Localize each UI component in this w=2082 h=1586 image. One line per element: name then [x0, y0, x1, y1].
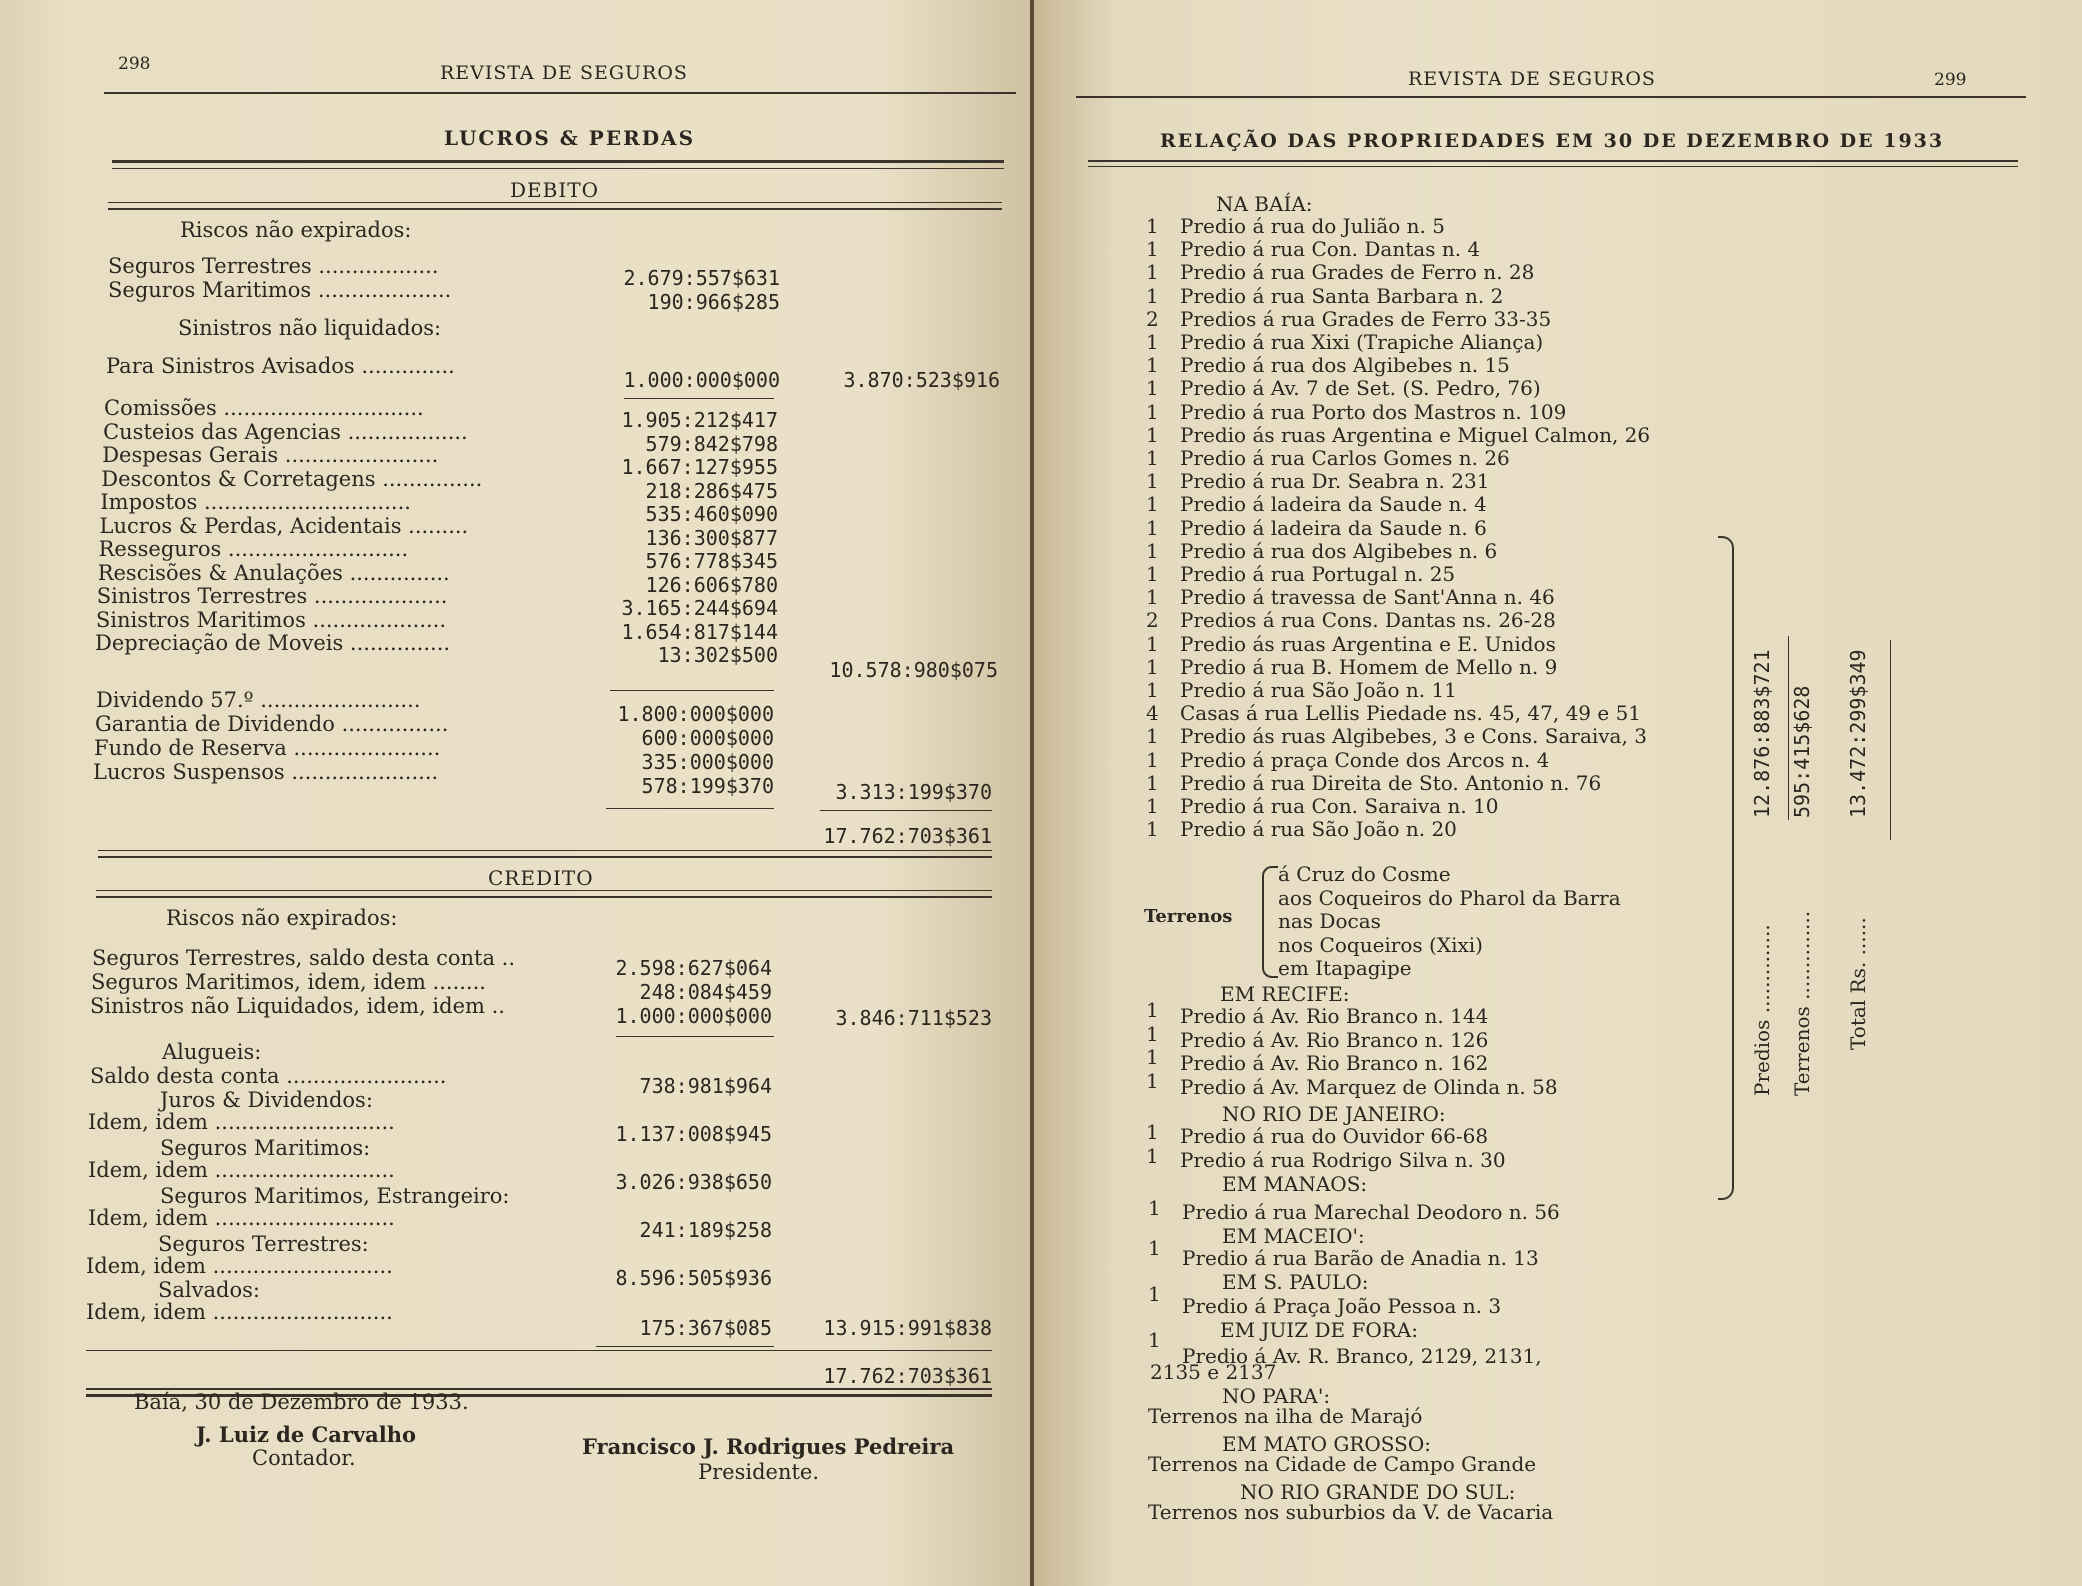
credito-row-label: Sinistros não Liquidados, idem, idem ..	[90, 994, 505, 1018]
baia-item: Predio á rua Con. Dantas n. 4	[1180, 237, 1481, 262]
saldo-value: 738:981$964	[639, 1074, 772, 1098]
side-label-terrenos: Terrenos ..............	[1790, 910, 1814, 1096]
side-value-predios: 12.876:883$721	[1750, 649, 1774, 818]
maceio-heading: EM MACEIO':	[1222, 1224, 1365, 1248]
baia-item: Predio á rua dos Algibebes n. 15	[1180, 353, 1510, 378]
juiz-item-cont: 2135 e 2137	[1150, 1360, 1277, 1384]
header-rule	[104, 92, 1016, 94]
seg-mar-label: Seguros Maritimos ....................	[108, 278, 452, 302]
baia-item: Casas á rua Lellis Piedade ns. 45, 47, 49 e 51	[1180, 701, 1642, 726]
seg-terr-label: Seguros Terrestres ..................	[108, 254, 439, 278]
credito-grand-total: 17.762:703$361	[823, 1364, 992, 1388]
baia-item: Predio á ladeira da Saude n. 6	[1180, 515, 1487, 540]
debito-row-label: Descontos & Corretagens ...............	[101, 466, 483, 491]
credito-heading: CREDITO	[488, 866, 594, 890]
debito-row-label: Despesas Gerais .......................	[102, 443, 439, 467]
baia-item: Predio á rua Con. Saraiva n. 10	[1180, 794, 1499, 818]
debito-rule-2	[108, 208, 1002, 210]
segest-idem: Idem, idem ...........................	[88, 1206, 395, 1230]
spaulo-count: 1	[1148, 1282, 1161, 1306]
baia-item-count: 1	[1146, 353, 1159, 378]
rio-heading: NO RIO DE JANEIRO:	[1222, 1102, 1446, 1126]
mt-item: Terrenos na Cidade de Campo Grande	[1148, 1452, 1537, 1476]
debito-row-value: 218:286$475	[645, 478, 778, 503]
debito-row2-label: Dividendo 57.º ........................	[96, 688, 421, 712]
recife-item: Predio á Av. Rio Branco n. 144	[1180, 1004, 1489, 1028]
debito-row2-label: Lucros Suspensos ......................	[93, 760, 439, 784]
baia-item-count: 1	[1146, 724, 1159, 749]
seg-mar-value: 190:966$285	[647, 290, 780, 314]
side-value-total: 13.472:299$349	[1846, 649, 1870, 818]
rgs-heading: NO RIO GRANDE DO SUL:	[1240, 1480, 1516, 1504]
section-title: LUCROS & PERDAS	[444, 126, 696, 150]
mt-heading: EM MATO GROSSO:	[1222, 1432, 1431, 1456]
baia-item-count: 1	[1146, 515, 1159, 540]
juiz-heading: EM JUIZ DE FORA:	[1220, 1318, 1418, 1342]
para-heading: NO PARA':	[1222, 1384, 1331, 1408]
terrenos-item: em Itapagipe	[1278, 956, 1412, 980]
sum-rule	[616, 1036, 774, 1037]
segmar-value: 3.026:938$650	[615, 1170, 772, 1194]
alugueis-label: Alugueis:	[162, 1040, 262, 1064]
side-label-predios: Predios ..............	[1750, 924, 1774, 1096]
segmar-idem: Idem, idem ...........................	[88, 1158, 395, 1182]
debito-rule	[108, 202, 1002, 203]
title-rule-thin	[112, 168, 1004, 169]
baia-item: Predio á Av. 7 de Set. (S. Pedro, 76)	[1180, 376, 1541, 401]
rio-item-count: 1	[1146, 1144, 1159, 1168]
debito-row2-label: Garantia de Dividendo ................	[95, 712, 449, 736]
baia-item: Predio ás ruas Argentina e E. Unidos	[1180, 631, 1556, 656]
recife-item-count: 1	[1146, 1068, 1159, 1093]
juros-value: 1.137:008$945	[615, 1122, 772, 1146]
debito-row2-label: Fundo de Reserva ......................	[94, 736, 441, 760]
terrenos-label: Terrenos	[1144, 906, 1233, 927]
recife-item: Predio á Av. Rio Branco n. 162	[1180, 1051, 1489, 1075]
recife-item-count: 1	[1146, 1021, 1159, 1046]
baia-heading: NA BAÍA:	[1216, 192, 1313, 216]
credito-rule-3	[96, 890, 992, 891]
avisados-value: 1.000:000$000	[623, 368, 780, 392]
debito-row-value: 579:842$798	[645, 431, 778, 456]
baia-item-count: 1	[1146, 469, 1159, 494]
baia-item-count: 1	[1146, 422, 1159, 447]
juros-idem: Idem, idem ...........................	[88, 1110, 395, 1134]
baia-item: Predio á rua Santa Barbara n. 2	[1180, 283, 1504, 308]
terrenos-item: nas Docas	[1278, 909, 1381, 933]
spaulo-item: Predio á Praça João Pessoa n. 3	[1182, 1294, 1502, 1318]
rio-item-count: 1	[1146, 1120, 1159, 1144]
page-number: 298	[118, 54, 151, 74]
title-rule	[112, 160, 1004, 163]
terrenos-brace	[1262, 866, 1278, 978]
baia-item-count: 1	[1146, 399, 1159, 424]
debito-row-value: 126:606$780	[645, 572, 778, 597]
credito-subtotal-2: 13.915:991$838	[823, 1316, 992, 1340]
recife-item: Predio á Av. Rio Branco n. 126	[1180, 1027, 1489, 1052]
maceio-count: 1	[1148, 1236, 1161, 1260]
baia-item: Predio á rua Dr. Seabra n. 231	[1180, 469, 1490, 494]
segterr-label: Seguros Terrestres:	[158, 1232, 369, 1256]
debito-row-value: 1.667:127$955	[621, 455, 778, 479]
side-rule	[1890, 640, 1891, 840]
debito-row-value: 3.165:244$694	[621, 596, 778, 620]
signature-1-role: Contador.	[252, 1446, 356, 1470]
segest-value: 241:189$258	[639, 1218, 772, 1242]
avisados-label: Para Sinistros Avisados ..............	[106, 354, 455, 378]
segmar-label: Seguros Maritimos:	[160, 1136, 371, 1160]
debito-row-label: Rescisões & Anulações ...............	[97, 560, 450, 585]
credito-row-value: 248:084$459	[639, 980, 772, 1004]
debito-row-value: 1.654:817$144	[621, 619, 778, 644]
terrenos-item: aos Coqueiros do Pharol da Barra	[1278, 885, 1621, 910]
saldo-label: Saldo desta conta ........................	[90, 1064, 447, 1088]
baia-item: Predio á praça Conde dos Arcos n. 4	[1180, 747, 1550, 772]
credito-subtotal-1: 3.846:711$523	[835, 1006, 992, 1030]
baia-item: Predio á rua B. Homem de Mello n. 9	[1180, 654, 1558, 679]
segterr-value: 8.596:505$936	[615, 1266, 772, 1290]
baia-item-count: 1	[1146, 562, 1159, 586]
baia-item: Predio ás ruas Algibebes, 3 e Cons. Saraiva, 3	[1180, 724, 1647, 749]
debito-row2-value: 578:199$370	[641, 774, 774, 798]
baia-item-count: 1	[1146, 376, 1159, 401]
manaos-item: Predio á rua Marechal Deodoro n. 56	[1182, 1200, 1560, 1224]
rio-item: Predio á rua do Ouvidor 66-68	[1180, 1124, 1489, 1148]
title-rule-thin	[1088, 166, 2018, 167]
baia-item-count: 1	[1146, 770, 1159, 795]
baia-item-count: 1	[1146, 654, 1159, 679]
salvados-idem: Idem, idem ...........................	[86, 1300, 393, 1324]
baia-item-count: 2	[1146, 608, 1159, 633]
debito-row2-value: 1.800:000$000	[617, 702, 774, 726]
recife-item-count: 1	[1146, 1045, 1159, 1069]
debito-row-value: 136:300$877	[645, 525, 778, 550]
recife-item: Predio á Av. Marquez de Olinda n. 58	[1180, 1074, 1558, 1099]
debito-subtotal-2: 10.578:980$075	[829, 658, 998, 682]
salvados-value: 175:367$085	[639, 1316, 772, 1340]
baia-item-count: 1	[1146, 283, 1159, 308]
credito-row-label: Seguros Maritimos, idem, idem ........	[91, 970, 486, 994]
debito-row-label: Custeios das Agencias ..................	[103, 419, 468, 444]
baia-item: Predio á rua Carlos Gomes n. 26	[1180, 446, 1510, 470]
baia-item-count: 1	[1146, 446, 1159, 470]
date-line: Baía, 30 de Dezembro de 1933.	[134, 1390, 469, 1414]
para-item: Terrenos na ilha de Marajó	[1148, 1404, 1423, 1428]
baia-item-count: 1	[1146, 794, 1159, 818]
juiz-item: Predio á Av. R. Branco, 2129, 2131,	[1182, 1344, 1542, 1368]
debito-row-label: Sinistros Maritimos ....................	[95, 607, 447, 632]
baia-item: Predio á rua São João n. 20	[1180, 817, 1457, 842]
debito-heading: DEBITO	[510, 178, 599, 202]
debito-row2-value: 335:000$000	[641, 750, 774, 774]
debito-row-label: Lucros & Perdas, Acidentais .........	[99, 513, 469, 538]
baia-item: Predio á rua Portugal n. 25	[1180, 562, 1456, 586]
baia-item-count: 1	[1146, 237, 1159, 262]
baia-item-count: 1	[1146, 631, 1159, 656]
credito-row-value: 2.598:627$064	[615, 956, 772, 980]
debito-subtotal-1: 3.870:523$916	[843, 368, 1000, 392]
sum-rule	[820, 810, 992, 811]
final-rule	[86, 1350, 992, 1351]
running-head: REVISTA DE SEGUROS	[440, 62, 688, 84]
credito-riscos-label: Riscos não expirados:	[166, 906, 398, 930]
debito-row-value: 13:302$500	[657, 643, 778, 667]
manaos-heading: EM MANAOS:	[1222, 1172, 1368, 1196]
baia-item-count: 1	[1146, 538, 1159, 563]
sum-rule	[610, 690, 774, 691]
baia-item-count: 1	[1146, 330, 1159, 354]
side-rule	[1788, 636, 1789, 820]
juros-label: Juros & Dividendos:	[160, 1088, 373, 1112]
baia-item-count: 4	[1146, 701, 1159, 726]
debito-row-label: Impostos ...............................	[100, 490, 411, 514]
debito-row-label: Depreciação de Moveis ...............	[95, 631, 451, 655]
side-brace	[1718, 536, 1734, 1200]
sinistros-label: Sinistros não liquidados:	[178, 316, 442, 340]
credito-row-label: Seguros Terrestres, saldo desta conta ..	[92, 946, 516, 970]
rio-item: Predio á rua Rodrigo Silva n. 30	[1180, 1148, 1506, 1172]
baia-item: Predio á rua do Julião n. 5	[1180, 214, 1445, 238]
segest-label: Seguros Maritimos, Estrangeiro:	[160, 1184, 510, 1208]
baia-item: Predio á rua dos Algibebes n. 6	[1180, 538, 1498, 563]
credito-row-value: 1.000:000$000	[615, 1004, 772, 1028]
baia-item: Predio á rua São João n. 11	[1180, 678, 1457, 702]
sum-rule	[596, 1346, 774, 1347]
signature-1-name: J. Luiz de Carvalho	[196, 1422, 416, 1447]
right-page	[1034, 0, 2082, 1586]
signature-2-role: Presidente.	[698, 1460, 820, 1484]
baia-item-count: 2	[1146, 306, 1159, 331]
maceio-item: Predio á rua Barão de Anadia n. 13	[1182, 1246, 1539, 1270]
title-rule	[1088, 160, 2018, 162]
debito-row-label: Sinistros Terrestres ....................	[96, 584, 448, 608]
header-rule	[1076, 96, 2026, 98]
debito-row-value: 1.905:212$417	[621, 408, 778, 432]
rgs-item: Terrenos nos suburbios da V. de Vacaria	[1148, 1500, 1554, 1524]
baia-item-count: 1	[1146, 817, 1159, 842]
terrenos-item: á Cruz do Cosme	[1278, 862, 1451, 886]
debito-grand-total: 17.762:703$361	[823, 824, 992, 848]
signature-2-name: Francisco J. Rodrigues Pedreira	[582, 1434, 955, 1459]
debito-subtotal-3: 3.313:199$370	[835, 780, 992, 804]
baia-item-count: 1	[1146, 585, 1159, 610]
side-label-total: Total Rs. ......	[1846, 917, 1870, 1050]
baia-item: Predios á rua Cons. Dantas ns. 26-28	[1180, 608, 1556, 633]
recife-item-count: 1	[1146, 998, 1159, 1022]
spaulo-heading: EM S. PAULO:	[1222, 1270, 1369, 1294]
sum-rule	[624, 398, 774, 399]
debito-row-value: 535:460$090	[645, 502, 778, 526]
baia-item: Predios á rua Grades de Ferro 33-35	[1180, 306, 1552, 331]
segterr-idem: Idem, idem ...........................	[86, 1254, 393, 1278]
page-number: 299	[1934, 70, 1967, 90]
juiz-count: 1	[1148, 1328, 1161, 1352]
baia-item-count: 1	[1146, 678, 1159, 702]
debito-row-label: Resseguros ...........................	[98, 537, 409, 561]
baia-item: Predio á travessa de Sant'Anna n. 46	[1180, 585, 1555, 610]
salvados-label: Salvados:	[158, 1278, 260, 1302]
credito-rule-4	[96, 896, 992, 898]
terrenos-item: nos Coqueiros (Xixi)	[1278, 932, 1483, 957]
baia-item-count: 1	[1146, 260, 1159, 285]
debito-row2-value: 600:000$000	[641, 726, 774, 750]
sum-rule	[606, 808, 774, 809]
credito-rule	[98, 850, 992, 851]
riscos-label: Riscos não expirados:	[180, 218, 412, 242]
debito-row-value: 576:778$345	[645, 549, 778, 573]
credito-rule-2	[98, 856, 992, 858]
baia-item: Predio á ladeira da Saude n. 4	[1180, 492, 1487, 517]
baia-item: Predio á rua Direita de Sto. Antonio n. 76	[1180, 770, 1602, 795]
baia-item-count: 1	[1146, 747, 1159, 772]
left-page	[0, 0, 1030, 1586]
recife-heading: EM RECIFE:	[1220, 982, 1350, 1006]
debito-row-label: Comissões ..............................	[104, 396, 424, 420]
section-title: RELAÇÃO DAS PROPRIEDADES EM 30 DE DEZEMBRO DE 1933	[1160, 130, 1945, 152]
side-value-terrenos: 595:415$628	[1790, 685, 1814, 818]
baia-item-count: 1	[1146, 492, 1159, 517]
baia-item: Predio á rua Grades de Ferro n. 28	[1180, 260, 1535, 285]
baia-item: Predio á rua Xixi (Trapiche Aliança)	[1180, 330, 1544, 354]
running-head: REVISTA DE SEGUROS	[1408, 68, 1656, 90]
seg-terr-value: 2.679:557$631	[623, 266, 780, 290]
baia-item-count: 1	[1146, 214, 1159, 238]
manaos-count: 1	[1148, 1196, 1161, 1220]
baia-item: Predio ás ruas Argentina e Miguel Calmon, 26	[1180, 422, 1651, 447]
baia-item: Predio á rua Porto dos Mastros n. 109	[1180, 399, 1567, 424]
